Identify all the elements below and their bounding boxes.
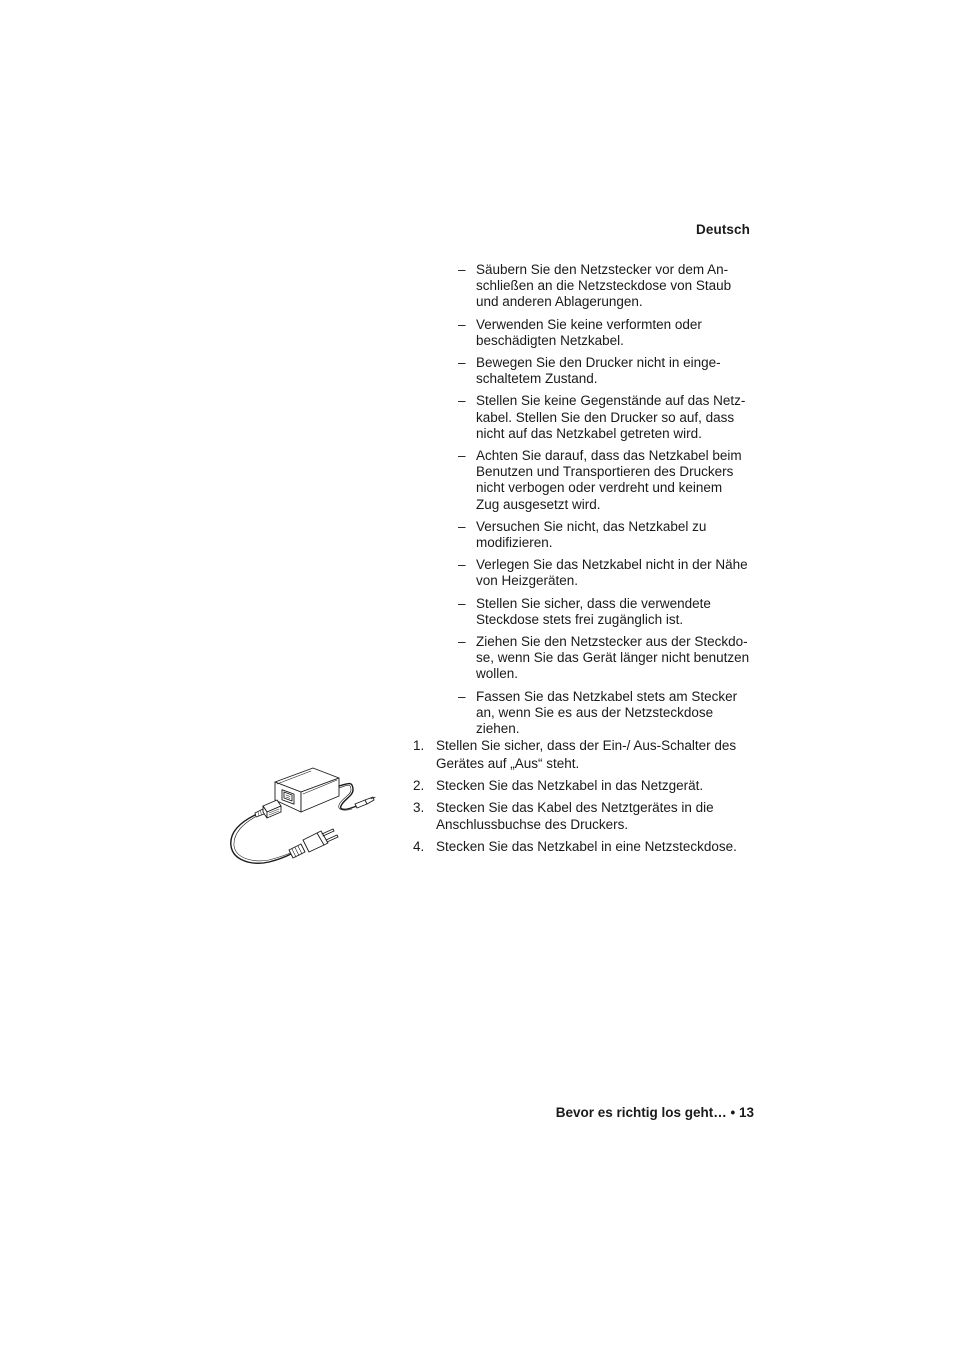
power-adapter-icon: [225, 760, 385, 872]
list-item: [458, 596, 758, 628]
list-dash: –: [458, 595, 466, 611]
list-dash: –: [458, 393, 466, 409]
step-number: 1.: [413, 738, 425, 753]
page-footer: Bevor es richtig los geht… • 13: [555, 1105, 754, 1120]
step-text: Stecken Sie das Kabel des Netztgerätes in die Anschlussbuchse des Druckers.: [436, 799, 714, 832]
step-number: 2.: [413, 777, 425, 793]
list-item: [458, 689, 758, 738]
step-item: [410, 799, 760, 834]
list-dash: –: [458, 557, 466, 573]
list-dash: –: [458, 688, 466, 704]
step-item: [410, 838, 760, 856]
list-item: [458, 355, 758, 387]
step-text: Stecken Sie das Netzkabel in eine Netzsteckdose.: [436, 839, 737, 854]
safety-instructions-list: [458, 262, 758, 743]
list-item-text: Achten Sie darauf, dass das Netzkabel beim Benutzen und Transportieren des Druckers nicht verbogen oder verdreht und keinem Zug ausgesetzt wird.: [476, 448, 742, 512]
list-dash: –: [458, 316, 466, 332]
list-dash: –: [458, 262, 466, 277]
list-dash: –: [458, 634, 466, 650]
step-text: Stecken Sie das Netzkabel in das Netzgerät.: [436, 777, 704, 793]
list-item: [458, 557, 758, 589]
list-item: [458, 262, 758, 311]
list-item: [458, 448, 758, 513]
list-item: [458, 317, 758, 349]
list-item-text: Versuchen Sie nicht, das Netzkabel zu modifizieren.: [476, 518, 707, 551]
list-item-text: Fassen Sie das Netzkabel stets am Stecker an, wenn Sie es aus der Netzsteckdose ziehen.: [476, 688, 738, 737]
list-item-text: Säubern Sie den Netzstecker vor dem An- schließen an die Netzsteckdose von Staub und anderen Ablagerungen.: [476, 262, 732, 310]
step-item: [410, 777, 760, 795]
list-item-text: Stellen Sie sicher, dass die verwendete Steckdose stets frei zugänglich ist.: [476, 595, 711, 627]
list-item-text: Verwenden Sie keine verformten oder beschädigten Netzkabel.: [476, 316, 702, 348]
list-dash: –: [458, 448, 466, 464]
list-item: [458, 519, 758, 551]
list-dash: –: [458, 518, 466, 534]
step-item: [410, 737, 760, 772]
list-item-text: Bewegen Sie den Drucker nicht in einge- schaltetem Zustand.: [476, 355, 721, 387]
list-item-text: Verlegen Sie das Netzkabel nicht in der Nähe von Heizgeräten.: [476, 557, 748, 589]
list-item: [458, 393, 758, 442]
page-language-header: Deutsch: [696, 222, 750, 237]
list-item-text: Stellen Sie keine Gegenstände auf das Netz- kabel. Stellen Sie den Drucker so auf, dass nicht auf das Netzkabel getreten wird.: [476, 393, 746, 441]
list-item-text: Ziehen Sie den Netzstecker aus der Steckdo- se, wenn Sie das Gerät länger nicht benutzen wollen.: [476, 634, 750, 682]
setup-steps-list: [410, 737, 760, 860]
step-number: 4.: [413, 839, 425, 854]
step-text: Stellen Sie sicher, dass der Ein-/ Aus-Schalter des Gerätes auf „Aus“ steht.: [436, 738, 737, 771]
list-item: [458, 634, 758, 683]
step-number: 3.: [413, 799, 425, 815]
list-dash: –: [458, 355, 466, 371]
